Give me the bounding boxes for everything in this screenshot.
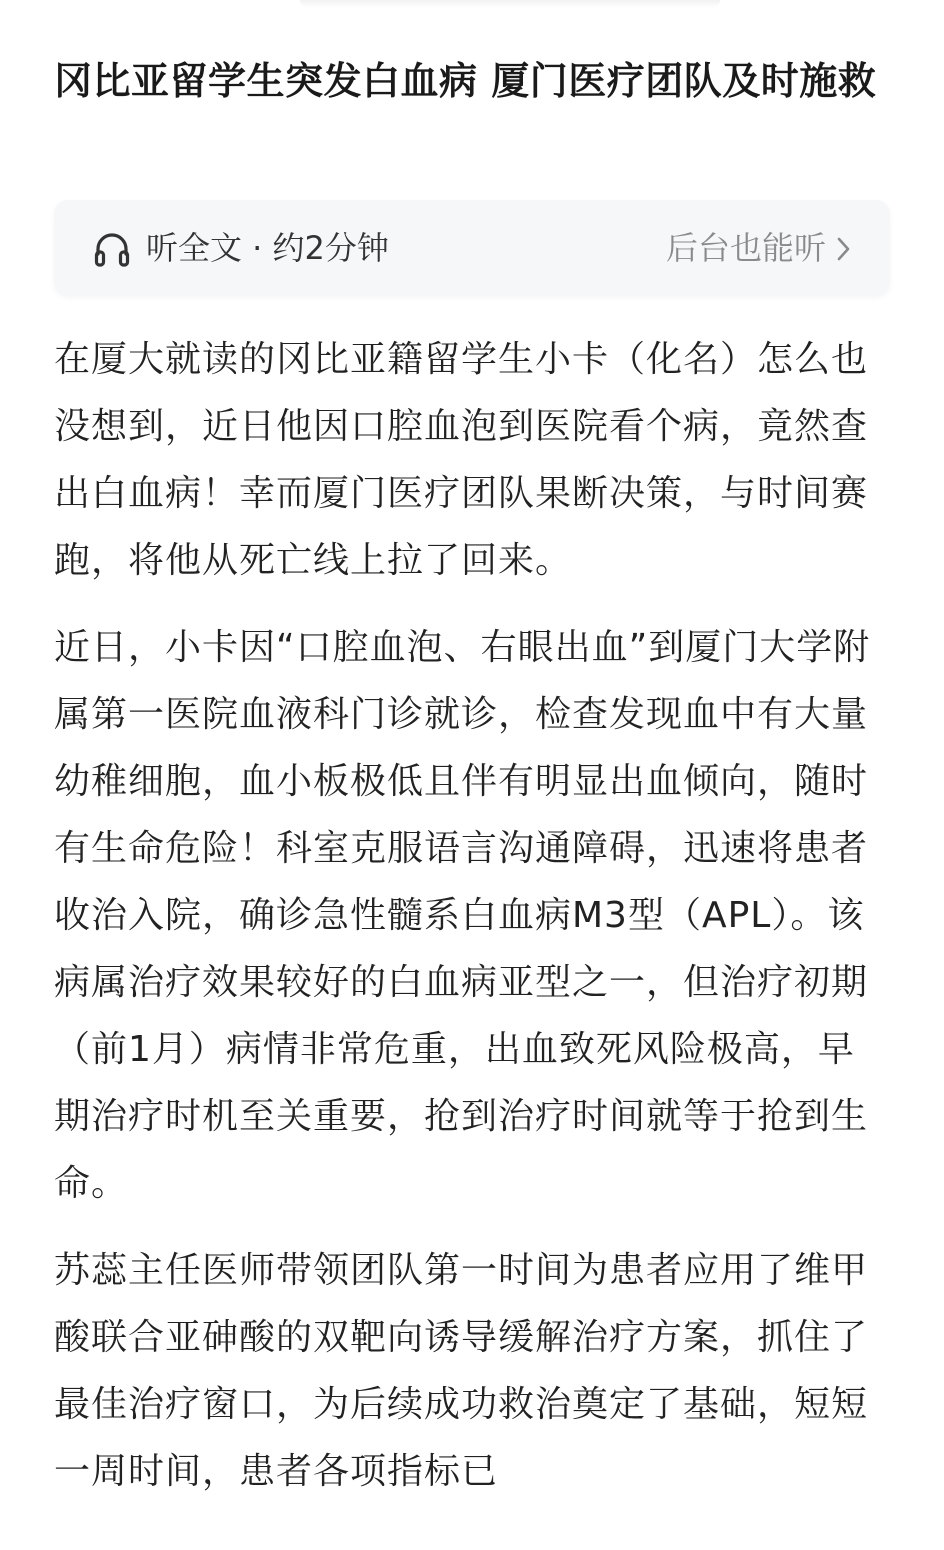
bottom-right-fade <box>784 1500 904 1550</box>
listen-label: 听全文 · 约2分钟 <box>146 229 389 267</box>
article-paragraph: 在厦大就读的冈比亚籍留学生小卡（化名）怎么也没想到，近日他因口腔血泡到医院看个病，竟然查出白血病！幸而厦门医疗团队果断决策，与时间赛跑，将他从死亡线上拉了回来。 <box>54 339 869 581</box>
article-title: 冈比亚留学生突发白血病 厦门医疗团队及时施救 <box>54 59 877 103</box>
article-paragraph: 苏蕊主任医师带领团队第一时间为患者应用了维甲酸联合亚砷酸的双靶向诱导缓解治疗方案，抓住了最佳治疗窗口，为后续成功救治奠定了基础，短短一周时间，患者各项指标已 <box>54 1250 869 1492</box>
listen-full-text-bar[interactable] <box>54 200 890 296</box>
article-body <box>54 326 890 1525</box>
headphones-icon <box>92 230 132 270</box>
article-paragraph: 近日，小卡因“口腔血泡、右眼出血”到厦门大学附属第一医院血液科门诊就诊，检查发现血中有大量幼稚细胞，血小板极低且伴有明显出血倾向，随时有生命危险！科室克服语言沟通障碍，迅速将患者收治入院，确诊急性髓系白血病M3型（APL）。该病属治疗效果较好的白血病亚型之一，但治疗初期（前1月）病情非常危重，出血致死风险极高，早期治疗时机至关重要，抢到治疗时间就等于抢到生命。 <box>54 627 871 1204</box>
background-play-label[interactable]: 后台也能听 <box>665 229 826 267</box>
chevron-right-icon <box>836 236 852 262</box>
top-edge-shadow <box>300 0 720 8</box>
